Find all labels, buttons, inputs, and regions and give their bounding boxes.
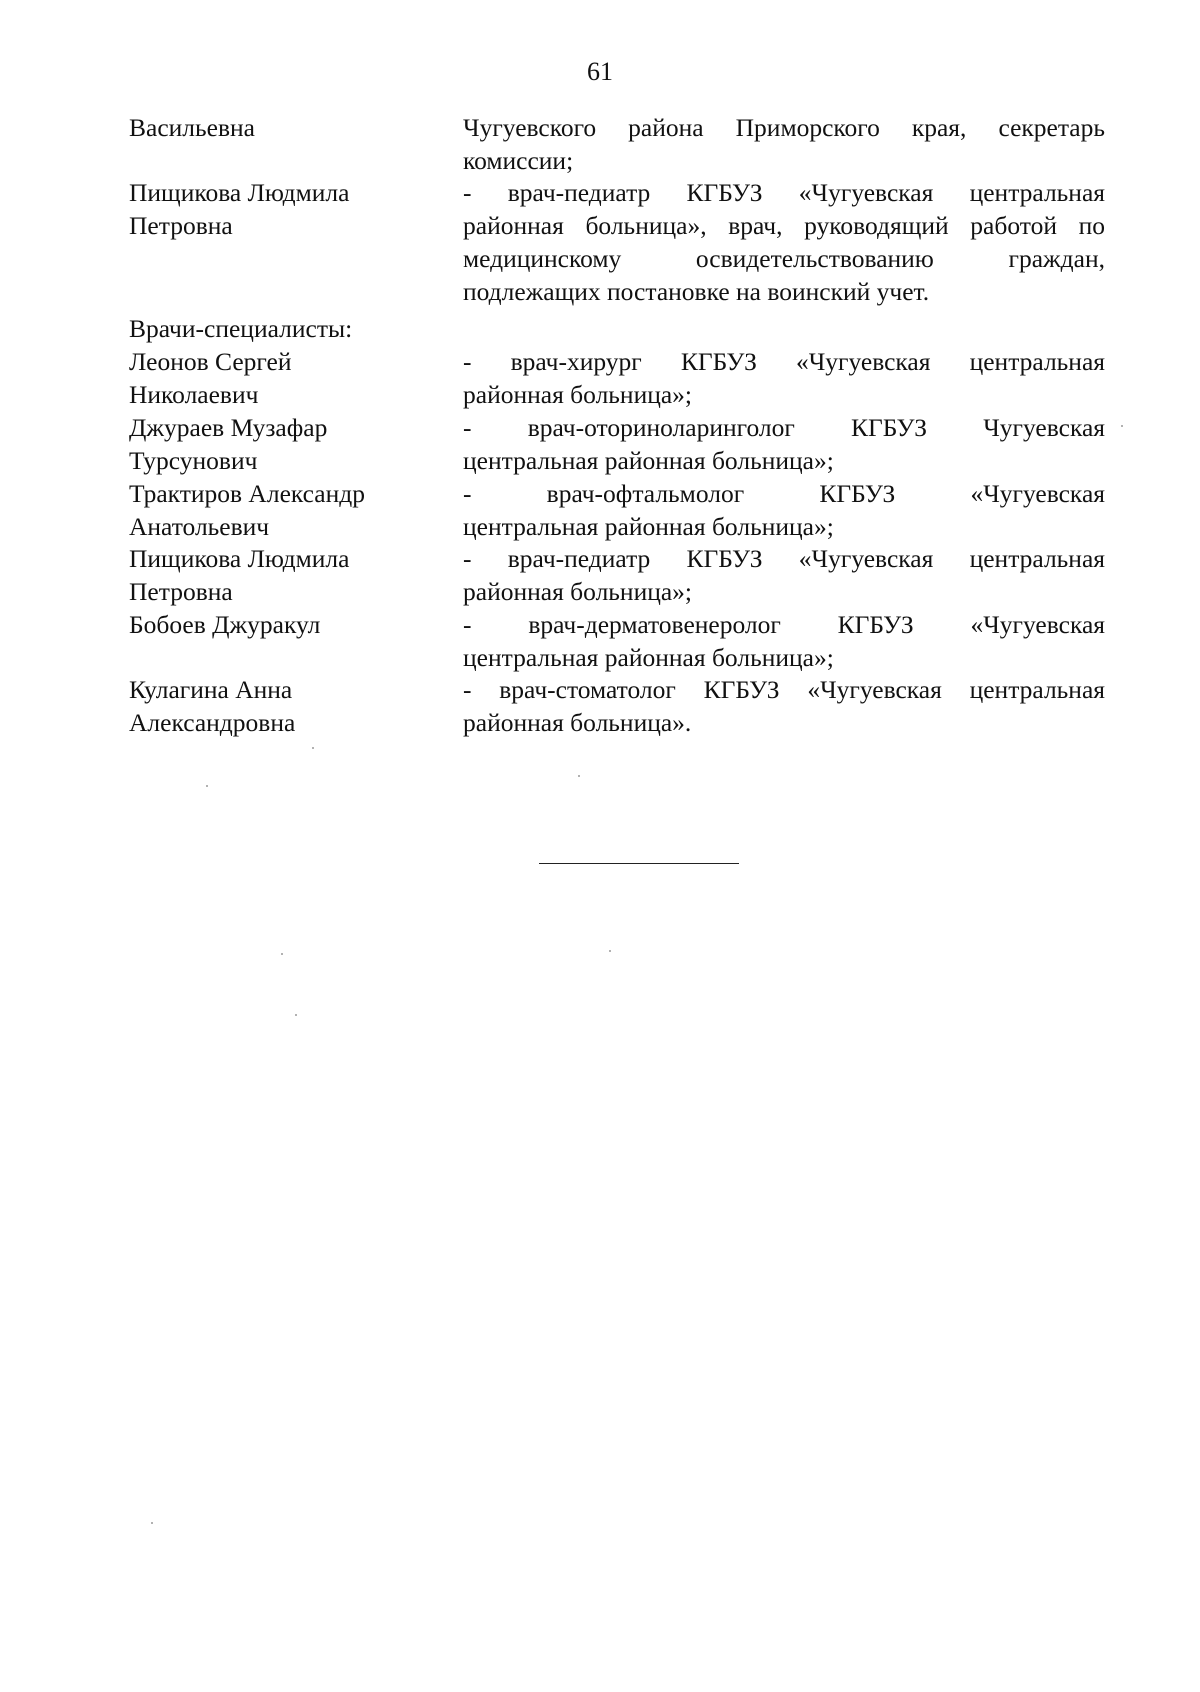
role-line: центральная районная больница»; bbox=[463, 512, 834, 541]
role-line: - врач-офтальмолог КГБУЗ «Чугуевская bbox=[463, 479, 1105, 508]
specialists-heading: Врачи-специалисты: bbox=[129, 314, 353, 343]
member-name: Бобоев Джуракул bbox=[129, 610, 321, 639]
role-line: - врач-дерматовенеролог КГБУЗ «Чугуевская bbox=[463, 610, 1105, 639]
member-role bbox=[463, 111, 1105, 177]
page-number: 61 bbox=[587, 57, 613, 86]
scan-speck bbox=[312, 747, 314, 749]
member-name: Кулагина Анна Александровна bbox=[129, 675, 296, 737]
scan-speck bbox=[295, 1014, 297, 1016]
scan-speck bbox=[578, 775, 580, 777]
member-role bbox=[463, 345, 1105, 411]
member-name: Трактиров Александр Анатольевич bbox=[129, 479, 365, 541]
member-name: Пищикова Людмила Петровна bbox=[129, 544, 350, 606]
member-role bbox=[463, 608, 1105, 674]
role-line: районная больница», врач, руководящий работой по bbox=[463, 211, 1105, 240]
member-role bbox=[463, 477, 1105, 543]
scan-speck bbox=[1121, 425, 1123, 427]
role-line: Чугуевского района Приморского края, секретарь bbox=[463, 113, 1105, 142]
member-role bbox=[463, 673, 1105, 739]
role-line: - врач-оториноларинголог КГБУЗ Чугуевская bbox=[463, 413, 1105, 442]
member-role bbox=[463, 542, 1105, 608]
member-name: Джураев Музафар Турсунович bbox=[129, 413, 328, 475]
role-line: районная больница»; bbox=[463, 380, 693, 409]
role-line: районная больница». bbox=[463, 708, 692, 737]
role-line: районная больница»; bbox=[463, 577, 693, 606]
member-name: Пищикова Людмила Петровна bbox=[129, 178, 350, 240]
scan-speck bbox=[609, 950, 611, 952]
closing-rule bbox=[539, 863, 739, 864]
role-line: центральная районная больница»; bbox=[463, 643, 834, 672]
role-line: - врач-стоматолог КГБУЗ «Чугуевская центральная bbox=[463, 675, 1105, 704]
role-line: подлежащих постановке на воинский учет. bbox=[463, 277, 930, 306]
role-line: - врач-педиатр КГБУЗ «Чугуевская центральная bbox=[463, 544, 1105, 573]
role-line: - врач-хирург КГБУЗ «Чугуевская центральная bbox=[463, 347, 1105, 376]
role-line: - врач-педиатр КГБУЗ «Чугуевская центральная bbox=[463, 178, 1105, 207]
member-role bbox=[463, 411, 1105, 477]
scan-speck bbox=[206, 785, 208, 787]
scan-speck bbox=[281, 953, 283, 955]
scan-speck bbox=[151, 1522, 153, 1524]
role-line: медицинскому освидетельствованию граждан, bbox=[463, 244, 1105, 273]
member-role bbox=[463, 176, 1105, 308]
member-name: Васильевна bbox=[129, 113, 255, 142]
member-name: Леонов Сергей Николаевич bbox=[129, 347, 292, 409]
role-line: центральная районная больница»; bbox=[463, 446, 834, 475]
role-line: комиссии; bbox=[463, 146, 574, 175]
